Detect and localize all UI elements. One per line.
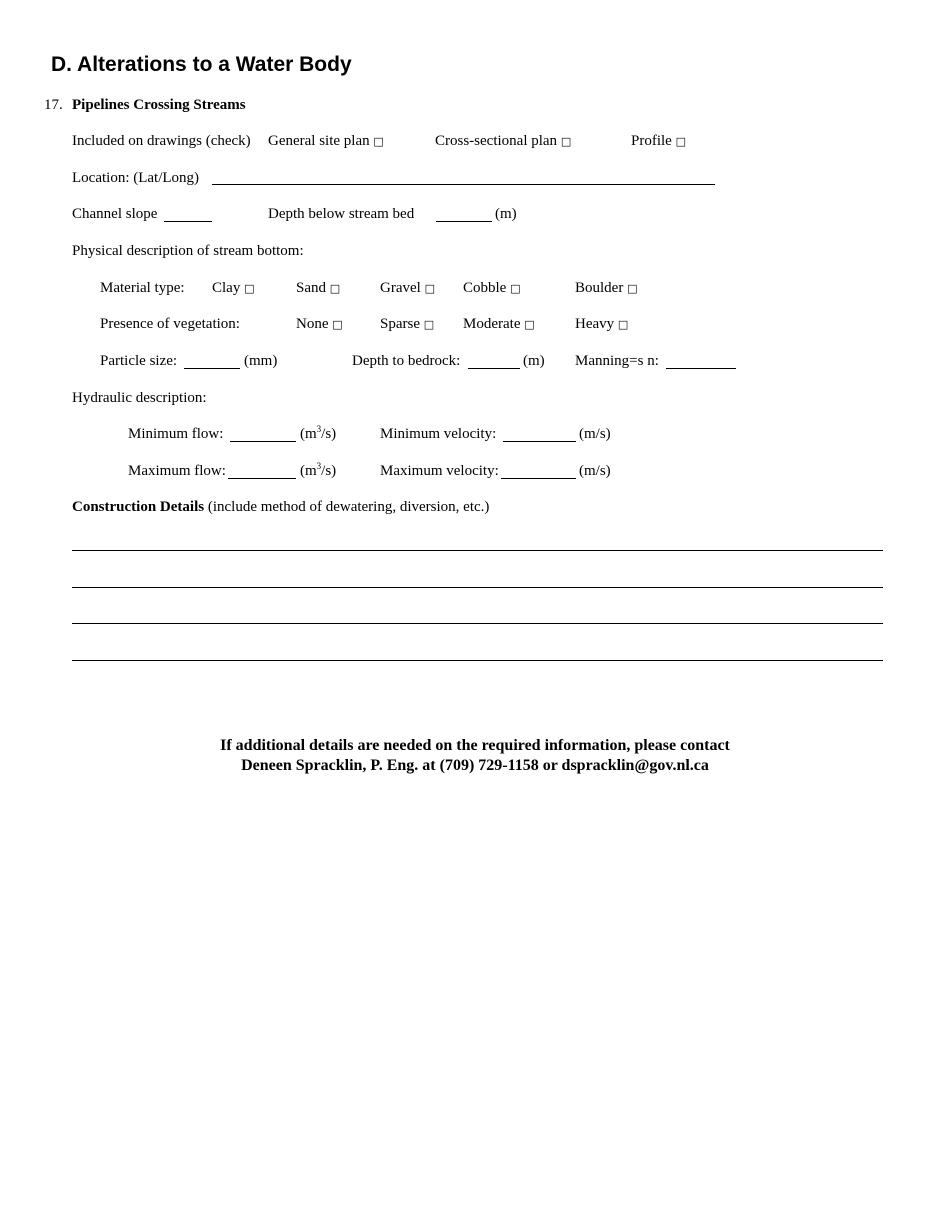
depth-below-label: Depth below stream bed — [268, 206, 415, 222]
min-velocity-unit: (m/s) — [579, 426, 611, 442]
particle-size-field[interactable] — [184, 368, 240, 369]
checkbox-profile[interactable] — [631, 132, 686, 151]
section-title: D. Alterations to a Water Body — [51, 53, 352, 76]
footer-line-1: If additional details are needed on the required information, please contact — [220, 737, 730, 754]
checkbox-gravel[interactable] — [380, 279, 435, 298]
min-velocity-label: Minimum velocity: — [380, 426, 497, 442]
min-velocity-field[interactable] — [503, 441, 576, 442]
min-flow-label: Minimum flow: — [128, 426, 224, 442]
construction-note: (include method of dewatering, diversion, etc.) — [207, 499, 490, 515]
checkbox-icon[interactable]: □ — [510, 282, 521, 295]
checkbox-icon[interactable]: □ — [424, 282, 435, 295]
checkbox-icon[interactable]: □ — [617, 318, 629, 331]
checkbox-heavy[interactable] — [575, 315, 628, 334]
max-velocity-label: Maximum velocity: — [380, 463, 499, 479]
min-flow-unit: $(m^3/s)$ — [300, 424, 337, 442]
mannings-field[interactable] — [666, 368, 736, 369]
particle-size-label: Particle size: — [100, 353, 178, 369]
option-label: Clay — [212, 280, 241, 296]
checkbox-sand[interactable] — [296, 279, 340, 298]
max-flow-field[interactable] — [228, 478, 296, 479]
construction-line[interactable] — [72, 660, 883, 661]
depth-bedrock-label: Depth to bedrock: — [352, 353, 461, 369]
checkbox-icon[interactable]: □ — [627, 282, 638, 295]
checkbox-icon[interactable]: □ — [244, 282, 255, 295]
min-flow-field[interactable] — [230, 441, 296, 442]
construction-heading — [72, 498, 489, 516]
checkbox-icon[interactable]: □ — [560, 135, 572, 148]
location-label: Location: (Lat/Long) — [72, 170, 200, 186]
construction-title: Construction Details — [72, 499, 205, 515]
checkbox-moderate[interactable] — [463, 315, 535, 334]
checkbox-none[interactable] — [296, 315, 343, 334]
option-label: Cross-sectional plan — [435, 133, 558, 149]
checkbox-icon[interactable]: □ — [423, 318, 435, 331]
option-label: None — [296, 316, 329, 332]
channel-slope-field[interactable] — [164, 221, 212, 222]
vegetation-label: Presence of vegetation: — [100, 316, 240, 332]
depth-bedrock-unit: (m) — [523, 353, 545, 369]
max-flow-unit: $(m^3/s)$ — [300, 461, 337, 479]
mannings-label: Manning=s n: — [575, 353, 659, 369]
max-velocity-unit: (m/s) — [579, 463, 611, 479]
option-label: General site plan — [268, 133, 370, 149]
drawings-label: Included on drawings (check) — [72, 133, 251, 149]
checkbox-cobble[interactable] — [463, 279, 521, 298]
particle-size-unit: (mm) — [244, 353, 278, 369]
max-flow-label: Maximum flow: — [128, 463, 226, 479]
question-number: 17. — [44, 97, 63, 113]
physical-description-label: Physical description of stream bottom: — [72, 243, 304, 259]
footer-line-2: Deneen Spracklin, P. Eng. at (709) 729-1158 or dspracklin@gov.nl.ca — [241, 757, 709, 774]
option-label: Boulder — [575, 280, 624, 296]
depth-bedrock-field[interactable] — [468, 368, 520, 369]
checkbox-icon[interactable]: □ — [373, 135, 384, 148]
option-label: Heavy — [575, 316, 615, 332]
option-label: Gravel — [380, 280, 421, 296]
construction-line[interactable] — [72, 550, 883, 551]
option-label: Sparse — [380, 316, 420, 332]
checkbox-icon[interactable]: □ — [332, 318, 343, 331]
checkbox-boulder[interactable] — [575, 279, 637, 298]
option-label: Moderate — [463, 316, 521, 332]
option-label: Sand — [296, 280, 326, 296]
question-title: Pipelines Crossing Streams — [72, 97, 246, 113]
checkbox-icon[interactable]: □ — [675, 135, 686, 148]
hydraulic-label: Hydraulic description: — [72, 390, 207, 406]
checkbox-clay[interactable] — [212, 279, 255, 298]
checkbox-general-site-plan[interactable] — [268, 132, 384, 151]
checkbox-icon[interactable]: □ — [329, 282, 341, 295]
checkbox-icon[interactable]: □ — [524, 318, 535, 331]
checkbox-sparse[interactable] — [380, 315, 434, 334]
option-label: Profile — [631, 133, 672, 149]
construction-line[interactable] — [72, 587, 883, 588]
checkbox-cross-sectional-plan[interactable] — [435, 132, 571, 151]
option-label: Cobble — [463, 280, 507, 296]
depth-below-unit: (m) — [495, 206, 517, 222]
material-label: Material type: — [100, 280, 185, 296]
channel-slope-label: Channel slope — [72, 206, 158, 222]
max-velocity-field[interactable] — [501, 478, 576, 479]
depth-below-field[interactable] — [436, 221, 492, 222]
location-field[interactable] — [212, 184, 715, 185]
construction-line[interactable] — [72, 623, 883, 624]
